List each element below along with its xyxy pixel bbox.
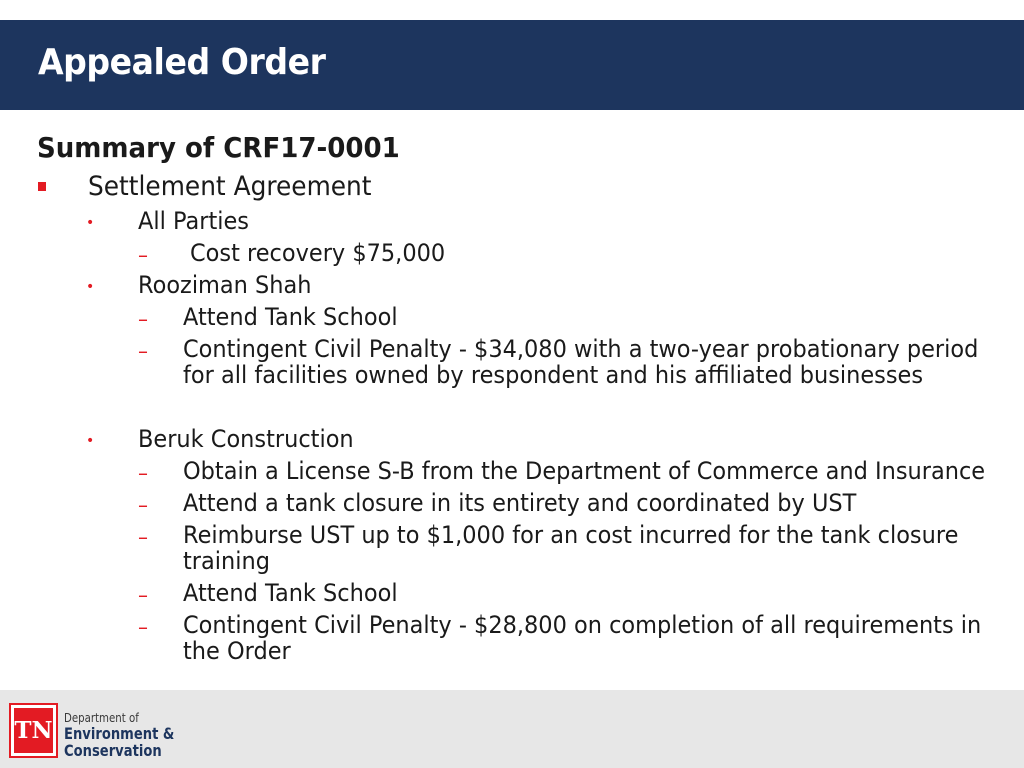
summary-heading: Summary of CRF17-0001: [37, 131, 400, 164]
conservation-label: Conservation: [64, 741, 162, 760]
dot-bullet-icon: •: [86, 433, 95, 449]
dash-bullet-icon: –: [138, 243, 148, 267]
cost-recovery-item: Cost recovery $75,000: [190, 239, 446, 267]
shah-tank-school-item: Attend Tank School: [183, 303, 398, 331]
all-parties-item: All Parties: [138, 207, 249, 235]
slide-title: Appealed Order: [38, 42, 326, 83]
square-bullet-icon: [38, 182, 46, 191]
environment-label: Environment &: [64, 724, 175, 743]
tn-logo-mark: [14, 708, 53, 753]
department-label: Department of: [64, 711, 139, 725]
beruk-tank-closure-item: Attend a tank closure in its entirety and coordinated by UST: [183, 489, 857, 517]
dash-bullet-icon: –: [138, 307, 148, 331]
dash-bullet-icon: –: [138, 493, 148, 517]
dash-bullet-icon: –: [138, 339, 148, 363]
beruk-item: Beruk Construction: [138, 425, 354, 453]
shah-penalty-item: Contingent Civil Penalty - $34,080 with a two-year probationary period: [183, 335, 979, 363]
beruk-penalty-item-cont: the Order: [183, 637, 291, 665]
beruk-tank-school-item: Attend Tank School: [183, 579, 398, 607]
dash-bullet-icon: –: [138, 583, 148, 607]
beruk-license-item: Obtain a License S-B from the Department of Commerce and Insurance: [183, 457, 986, 485]
tn-logo-icon: [9, 703, 58, 758]
shah-penalty-item-cont: for all facilities owned by respondent and his affiliated businesses: [183, 361, 924, 389]
dot-bullet-icon: •: [86, 215, 95, 231]
tn-logo-text: TN: [14, 717, 53, 744]
shah-item: Rooziman Shah: [138, 271, 312, 299]
dash-bullet-icon: –: [138, 525, 148, 549]
dash-bullet-icon: –: [138, 461, 148, 485]
dash-bullet-icon: –: [138, 615, 148, 639]
beruk-penalty-item: Contingent Civil Penalty - $28,800 on completion of all requirements in: [183, 611, 982, 639]
dot-bullet-icon: •: [86, 279, 95, 295]
beruk-reimburse-item: Reimburse UST up to $1,000 for an cost incurred for the tank closure: [183, 521, 959, 549]
settlement-agreement-item: Settlement Agreement: [88, 171, 372, 202]
beruk-reimburse-item-cont: training: [183, 547, 270, 575]
